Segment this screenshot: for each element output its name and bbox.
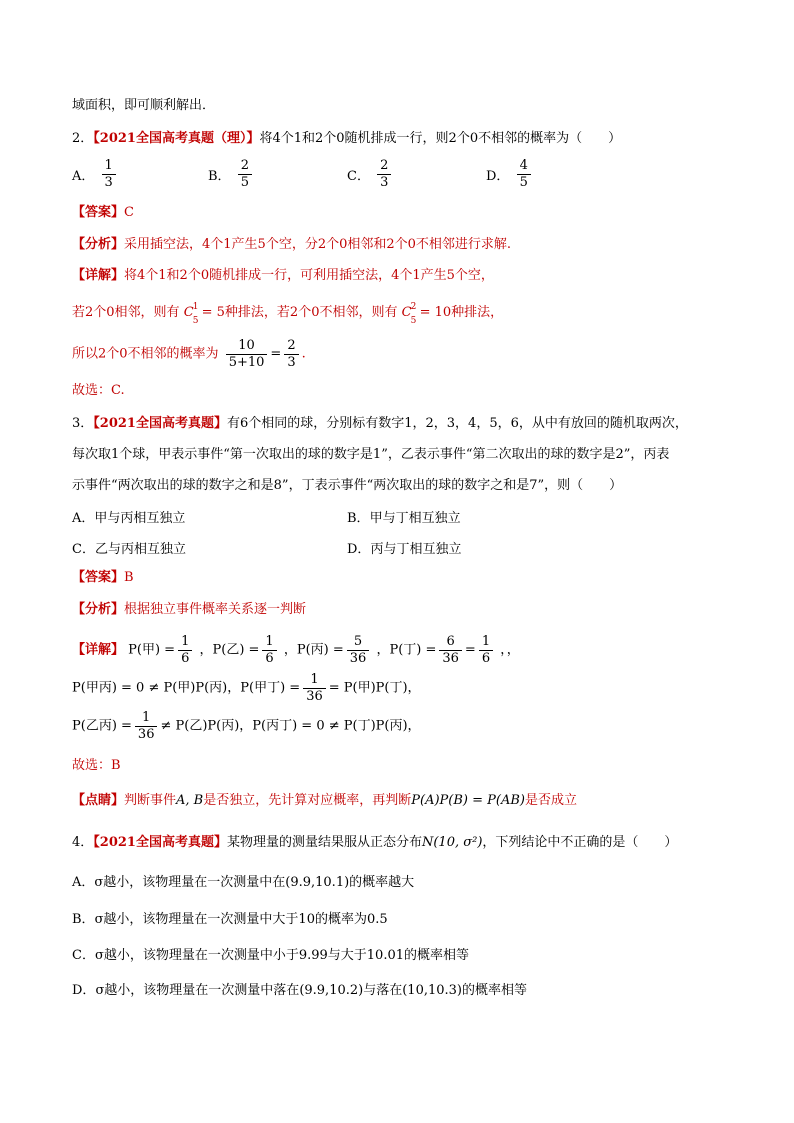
option-label: D． — [486, 169, 510, 184]
q3-stem-line-3: 示事件“两次取出的球的数字之和是8”，丁表示事件“两次取出的球的数字之和是7”，则（ ） — [72, 478, 623, 493]
answer-value: C — [124, 205, 134, 220]
q2-detail-line-1 — [72, 266, 494, 286]
q3-detail-line-1: 【详解】 P(甲) = $\frac{1}{6}$ ，P(乙) = $\frac{1}{6}$ ，P(丙) = $\frac{5}{36}$ ，P(丁) = $\frac{6}{36}$ = $\frac{1}{6}$ ，， — [72, 634, 520, 666]
q3-option-a: A．甲与丙相互独立 — [72, 511, 186, 526]
option-label: B． — [208, 169, 231, 184]
q2-answer-line — [72, 203, 134, 223]
q2-option-c — [347, 158, 394, 191]
option-fraction: $\frac{1}{3}$ — [102, 158, 116, 191]
q3-answer-line: 【答案】B — [72, 570, 134, 585]
q4-source: 【2021全国高考真题】 — [93, 835, 227, 850]
fraction-2-over-3: $\frac{2}{3}$ — [284, 338, 298, 371]
q3-analysis-line: 【分析】根据独立事件概率关系逐一判断 — [72, 602, 307, 617]
q3-comment-line: 【点睛】判断事件A, B是否独立，先计算对应概率，再判断P(A)P(B) = P(AB)是否成立 — [72, 793, 577, 808]
analysis-tag: 【分析】 — [72, 237, 125, 252]
q4-option-b: B．σ越小，该物理量在一次测量中大于10的概率为0.5 — [72, 912, 388, 927]
detail-tag: 【详解】 — [72, 268, 125, 283]
q2-detail-line-3: 所以2个0不相邻的概率为 $\frac{10}{5+10}$ = $\frac{2}{3}$ . — [72, 338, 306, 370]
q3-stem-line-1: 3．【2021全国高考真题】有6个相同的球，分别标有数字1，2，3，4，5，6，从中有放回的随机取两次， — [72, 416, 688, 431]
q4-option-a: A．σ越小，该物理量在一次测量中在(9.9,10.1)的概率越大 — [72, 875, 415, 890]
fraction-10-over-15: $\frac{10}{5+10}$ — [226, 338, 268, 371]
q2-conclusion: 故选：C. — [72, 383, 125, 398]
q2-stem: 将4个1和2个0随机排成一行，则2个0不相邻的概率为（ ） — [259, 131, 622, 146]
q3-option-c: C．乙与丙相互独立 — [72, 542, 186, 557]
q2-source: 【2021全国高考真题（理）】 — [93, 131, 260, 146]
combination-c51: C 1 5 — [183, 302, 199, 326]
q2-stem-line — [72, 129, 621, 149]
answer-tag: 【答案】 — [72, 205, 125, 220]
q3-option-d: D．丙与丁相互独立 — [347, 542, 462, 557]
q2-number: 2． — [72, 131, 94, 146]
q4-option-c: C．σ越小，该物理量在一次测量中小于9.99与大于10.01的概率相等 — [72, 948, 469, 963]
combination-c52: C 2 5 — [401, 302, 417, 326]
q4-option-d: D．σ越小，该物理量在一次测量中落在(9.9,10.2)与落在(10,10.3)的概率相等 — [72, 983, 528, 998]
detail-text: 将4个1和2个0随机排成一行，可利用插空法，4个1产生5个空， — [124, 268, 494, 283]
q2-analysis-line — [72, 235, 511, 255]
q2-detail-line-2: 若2个0相邻，则有 C 1 5 = 5种排法，若2个0不相邻，则有 C 2 5 = 10种排法， — [72, 302, 504, 326]
q2-option-b — [208, 158, 255, 191]
q3-conclusion: 故选：B — [72, 758, 121, 773]
q3-detail-line-3: P(乙丙) = $\frac{1}{36}$ ≠ P(乙)P(丙)，P(丙丁) = 0 ≠ P(丁)P(丙)， — [72, 710, 421, 742]
q3-source: 【2021全国高考真题】 — [93, 416, 227, 431]
option-fraction: $\frac{2}{3}$ — [377, 158, 391, 191]
intro-line: 域面积，即可顺利解出． — [72, 98, 216, 113]
q3-detail-line-2: P(甲丙) = 0 ≠ P(甲)P(丙)，P(甲丁) = $\frac{1}{36}$ = P(甲)P(丁)， — [72, 672, 421, 704]
q3-option-b: B．甲与丁相互独立 — [347, 511, 461, 526]
q3-stem-line-2: 每次取1个球，甲表示事件“第一次取出的球的数字是1”，乙表示事件“第二次取出的球的数字是2”，丙表 — [72, 447, 670, 462]
q4-stem-line: 4．【2021全国高考真题】某物理量的测量结果服从正态分布N(10, σ²)，下列结论中不正确的是（ ） — [72, 835, 678, 850]
q2-option-a — [72, 158, 119, 191]
normal-distribution-formula: N(10, σ²) — [421, 835, 483, 850]
option-fraction: $\frac{4}{5}$ — [517, 158, 531, 191]
q2-option-d — [486, 158, 534, 191]
option-fraction: $\frac{2}{5}$ — [238, 158, 252, 191]
option-label: A． — [72, 169, 95, 184]
analysis-text: 采用插空法，4个1产生5个空，分2个0相邻和2个0不相邻进行求解. — [124, 237, 512, 252]
option-label: C． — [347, 169, 370, 184]
